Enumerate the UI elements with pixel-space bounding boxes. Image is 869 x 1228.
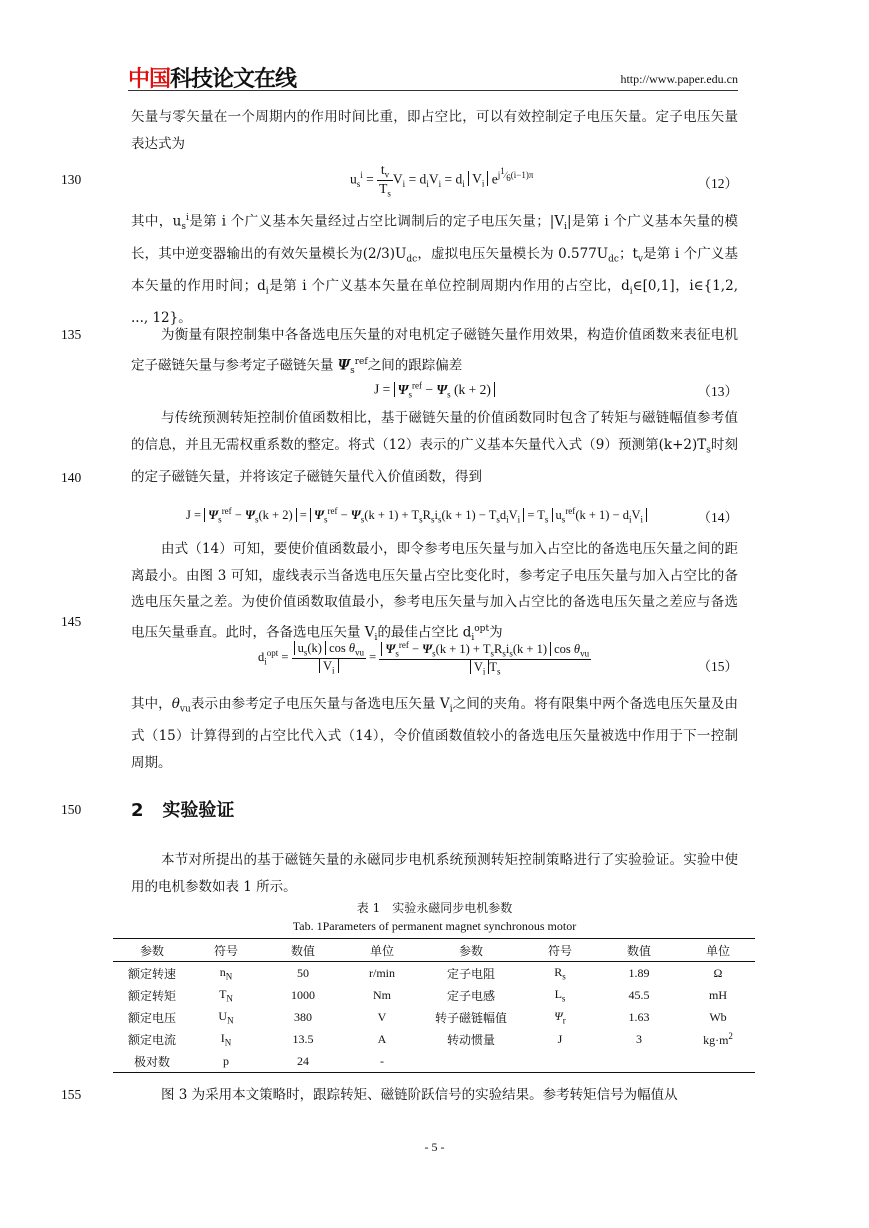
parameter-table: [113, 938, 755, 1073]
table-header-cell: 数值: [626, 943, 651, 958]
table-header-cell: 单位: [369, 943, 394, 958]
table-cell: 额定电压: [127, 1010, 176, 1025]
line-number-155: 155: [61, 1087, 82, 1102]
table-cell: p: [223, 1053, 229, 1068]
table-cell: $kg\cdot m^2$: [703, 1030, 733, 1047]
table-cell: Ω: [713, 965, 723, 980]
table-cell: 额定转矩: [127, 988, 176, 1003]
table-row: [113, 1050, 755, 1073]
table-cell: 45.5: [628, 987, 650, 1002]
header-rule: [128, 90, 738, 91]
table-cell: 额定转速: [127, 966, 176, 981]
equation-number-15: （15）: [697, 659, 738, 674]
paragraph-5: 由式（14）可知，要使价值函数最小，即令参考电压矢量与加入占空比的备选电压矢量之间的距离最小。由图 3 可知，虚线表示当备选电压矢量占空比变化时，参考定子电压矢量与加入占空比的备选电压矢量之差。为使价值函数取值最小，参考电压矢量与加入占空比的备选电压矢量之差应与备选电压矢量垂直。此时，各备选电压矢量 $V_i$的最佳占空比 $d_i^{opt}$为: [131, 541, 738, 643]
table-header-cell: 数值: [290, 943, 315, 958]
table-cell: J: [557, 1031, 563, 1046]
table-cell: $\Psi_r$: [554, 1008, 566, 1026]
table-header-cell: 参数: [458, 943, 483, 958]
paragraph-8: 图 3 为采用本文策略时，跟踪转矩、磁链阶跃信号的实验结果。参考转矩信号为幅值从: [161, 1087, 678, 1103]
table-cell: [523, 1050, 597, 1073]
table-cell: r/min: [369, 965, 395, 980]
page-number: - 5 -: [424, 1140, 445, 1154]
table-cell: 3: [636, 1031, 642, 1046]
table-cell: $I_N$: [220, 1030, 232, 1048]
table-row: [113, 1028, 755, 1050]
table-caption-en: Tab. 1Parameters of permanent magnet synchronous motor: [292, 919, 577, 933]
table-cell: 1.89: [628, 965, 650, 980]
section-title: 实验验证: [162, 800, 235, 821]
table-row: [113, 1006, 755, 1028]
logo-black-text: 科技论文在线: [170, 67, 297, 92]
line-number-135: 135: [61, 327, 82, 342]
table-cell: $R_s$: [554, 964, 566, 982]
table-cell: 额定电流: [127, 1032, 176, 1047]
table-cell: mH: [709, 987, 727, 1002]
table-caption-cn: 表 1 实验永磁同步电机参数: [356, 901, 513, 915]
table-cell: Nm: [373, 987, 391, 1002]
paragraph-4: 与传统预测转矩控制价值函数相比，基于磁链矢量的价值函数同时包含了转矩与磁链幅值参考值的信息，并且无需权重系数的整定。将式（12）表示的广义基本矢量代入式（9）预测第$(k+2)T_s$时刻的定子磁链矢量，并将该定子磁链矢量代入价值函数，得到: [131, 410, 738, 485]
table-header-row: [113, 939, 755, 962]
table-cell: 13.5: [292, 1031, 314, 1046]
paragraph-2: 其中，$u_s^i$是第 i 个广义基本矢量经过占空比调制后的定子电压矢量；$|V_i|$是第 i 个广义基本矢量的模长，其中逆变器输出的有效矢量模长为$(2/3)U_{dc}$，虚拟电压矢量模长为 $0.577U_{dc}$；$t_v$是第 i 个广义基本矢量的作用时间；$d_i$是第 i 个广义基本矢量在单位控制周期内作用的占空比，$d_i\in[0,1]$，i∈{1,2, ..., 12}。: [131, 213, 739, 327]
line-number-130: 130: [61, 172, 82, 187]
table-header-cell: 单位: [705, 943, 730, 958]
table-cell: V: [377, 1009, 387, 1024]
table-cell: 定子电阻: [446, 966, 495, 981]
logo-red-text: 中国: [128, 67, 171, 92]
table-cell: 50: [297, 965, 309, 980]
header-url[interactable]: http://www.paper.edu.cn: [620, 72, 738, 86]
line-number-145: 145: [61, 614, 82, 629]
table-cell: $n_N$: [219, 964, 233, 982]
table-cell: $T_N$: [219, 986, 233, 1004]
table-header-cell: 符号: [547, 943, 572, 958]
journal-logo: [128, 62, 296, 93]
paragraph-7: 本节对所提出的基于磁链矢量的永磁同步电机系统预测转矩控制策略进行了实验验证。实验中使用的电机参数如表 1 所示。: [131, 852, 738, 895]
table-cell: 24: [297, 1053, 309, 1068]
table-cell: [419, 1050, 523, 1073]
table-cell: A: [377, 1031, 387, 1046]
equation-number-14: （14）: [697, 510, 738, 525]
table-cell: [681, 1050, 755, 1073]
table-cell: 1000: [291, 987, 315, 1002]
equation-15: $d_i^{opt}$ = $\frac{u_s(k) \cos \theta_{vu}}{V_i}$ = $\frac{\Psi_s^{ref} - \Psi_s(k + 1) + T_sR_si_s(k + 1) \cos \theta_{vu}}{V_i T_s}$: [258, 640, 590, 677]
equation-13: $J = \Psi_s^{ref} - \Psi_s$ (k + 2): [374, 380, 495, 399]
paragraph-3: 为衡量有限控制集中各备选电压矢量的对电机定子磁链矢量作用效果，构造价值函数来表征电机定子磁链矢量与参考定子磁链矢量 $\Psi_s^{ref}$之间的跟踪偏差: [131, 327, 738, 376]
equation-number-13: （13）: [697, 384, 738, 399]
section-number: 2: [131, 800, 144, 821]
equation-number-12: （12）: [697, 176, 738, 191]
equation-12: $u_s^i$ = $\frac{t_v}{T_s}$ $V_i = d_iV_i = d_i$ $V_i$ $e^{j^1⁄_6(i-1)\pi}$: [350, 162, 534, 199]
table-cell: 极对数: [133, 1054, 170, 1069]
line-number-150: 150: [61, 802, 82, 817]
table-header-cell: 符号: [213, 943, 238, 958]
table-cell: 1.63: [628, 1009, 650, 1024]
table-cell: Wb: [709, 1009, 727, 1024]
table-cell: 转子磁链幅值: [434, 1010, 507, 1025]
table-cell: -: [380, 1053, 384, 1068]
table-cell: $U_N$: [218, 1008, 234, 1026]
equation-14: $J = \Psi_s^{ref} - \Psi_s(k + 2) = \Psi_s^{ref} - \Psi_s(k + 1) + T_sR_si_s(k + 1) - T_sd_iV_i = T_s$ $u_s^{ref}(k + 1) - d_iV_i$: [186, 506, 647, 525]
table-header-cell: 参数: [139, 943, 164, 958]
table-cell: 定子电感: [446, 988, 495, 1003]
table-row: [113, 962, 755, 985]
line-number-140: 140: [61, 470, 82, 485]
table-cell: $L_s$: [554, 986, 566, 1004]
section-heading: [131, 796, 234, 822]
table-cell: 转动惯量: [446, 1032, 495, 1047]
table-cell: 380: [294, 1009, 312, 1024]
table-row: [113, 984, 755, 1006]
paragraph-6: 其中，$\theta_{vu}$表示由参考定子电压矢量与备选电压矢量 $V_i$之间的夹角。将有限集中两个备选电压矢量及由式（15）计算得到的占空比代入式（14），令价值函数值较小的备选电压矢量被选中作用于下一控制周期。: [131, 696, 739, 771]
paragraph-1: 矢量与零矢量在一个周期内的作用时间比重，即占空比，可以有效控制定子电压矢量。定子电压矢量表达式为: [131, 109, 738, 152]
table-cell: [597, 1050, 681, 1073]
